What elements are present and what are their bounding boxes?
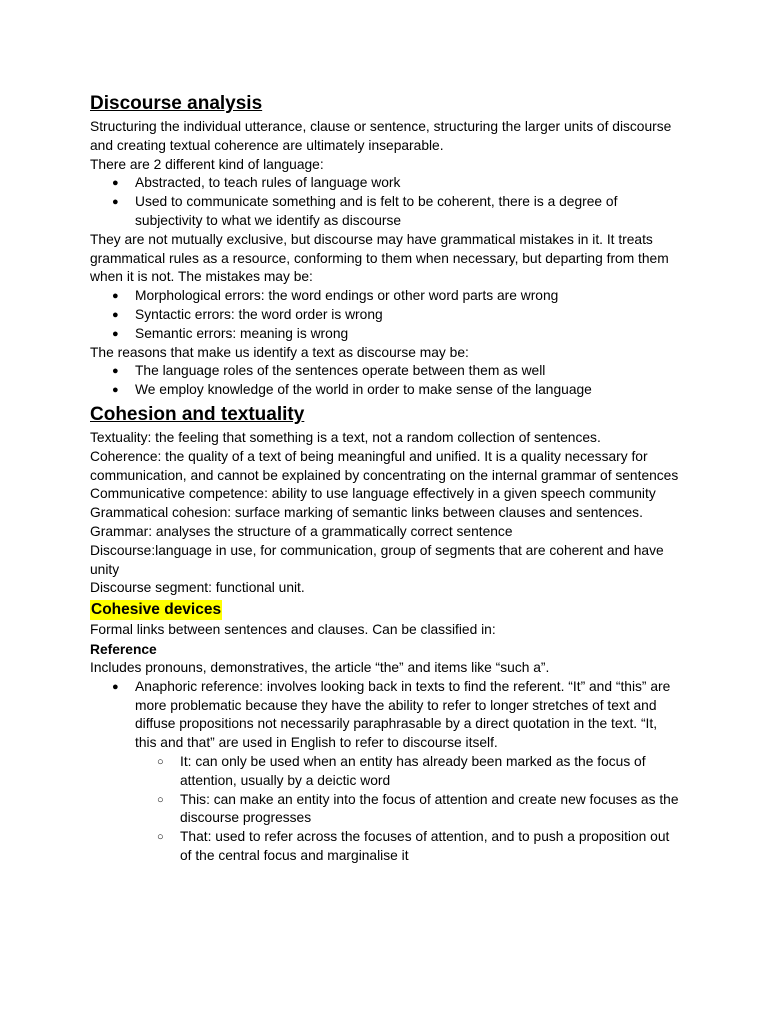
hollow-bullet-icon: ○ <box>157 755 164 768</box>
section-title-discourse-analysis: Discourse analysis <box>90 93 263 114</box>
list-item: ● The language roles of the sentences operate between them as well <box>90 362 680 381</box>
list-item: ● Morphological errors: the word endings or other word parts are wrong <box>90 287 680 306</box>
bullet-list <box>90 362 680 400</box>
list-item: ● Semantic errors: meaning is wrong <box>90 325 680 344</box>
bullet-list <box>90 678 680 866</box>
list-item: ● Syntactic errors: the word order is wrong <box>90 306 680 325</box>
paragraph: They are not mutually exclusive, but discourse may have grammatical mistakes in it. It treats grammatical rules as a resource, conforming to them when necessary, but departing from them when it is not. The mistakes may be: <box>90 231 669 285</box>
bullet-icon: ● <box>112 365 119 378</box>
bullet-icon: ● <box>112 680 119 693</box>
paragraph: There are 2 different kind of language: <box>90 156 324 172</box>
minor-heading-reference: Reference <box>90 641 157 657</box>
definition: Coherence: the quality of a text of being meaningful and unified. It is a quality necessary for communication, and cannot be explained by concentrating on the internal grammar of sentences <box>90 448 679 483</box>
bullet-icon: ● <box>112 384 119 397</box>
hollow-bullet-icon: ○ <box>157 831 164 844</box>
list-item: ● Abstracted, to teach rules of language work <box>90 174 680 193</box>
sub-list-item: ○ It: can only be used when an entity has already been marked as the focus of attention, usually by a deictic word <box>157 753 646 788</box>
sub-bullet-list <box>135 753 680 866</box>
subheading-cohesive-devices: Cohesive devices <box>91 601 222 619</box>
definition: Communicative competence: ability to use language effectively in a given speech community <box>90 486 656 502</box>
bullet-list <box>90 287 680 343</box>
bullet-icon: ● <box>112 327 119 340</box>
sub-list-item: ○ This: can make an entity into the focus of attention and create new focuses as the discourse progresses <box>157 791 679 826</box>
hollow-bullet-icon: ○ <box>157 793 164 806</box>
sub-list-item: ○ That: used to refer across the focuses of attention, and to push a proposition out of the central focus and marginalise it <box>157 829 670 863</box>
definition: Grammatical cohesion: surface marking of semantic links between clauses and sentences. <box>90 505 643 521</box>
paragraph: Structuring the individual utterance, clause or sentence, structuring the larger units of discourse and creating textual coherence are ultimately inseparable. <box>90 119 672 153</box>
bullet-list <box>90 174 680 230</box>
paragraph: The reasons that make us identify a text as discourse may be: <box>90 344 469 360</box>
list-item: ● Used to communicate something and is felt to be coherent, there is a degree of subjectivity to what we identify as discourse <box>112 194 618 228</box>
bullet-icon: ● <box>112 196 119 209</box>
definition: Grammar: analyses the structure of a grammatically correct sentence <box>90 523 513 539</box>
definition: Discourse segment: functional unit. <box>90 580 305 596</box>
bullet-icon: ● <box>112 308 119 321</box>
list-item: ● Anaphoric reference: involves looking back in texts to find the referent. “It” and “this” are more problematic because they have the ability to refer to longer stretches of text and diffuse propositions not necessarily paraphrasable by a direct quotation in the text. “It, this and that” are used in English to refer to discourse itself. ○ It: can only be used when an entity has already been marked as the focus of attention, usually by a deictic word ○ This: can make an entity into the focus of attention and create new focuses as the discourse progresses ○ That: used to refer across the focuses of attention, and to push a proposition out of the central focus and marginalise it <box>90 678 680 866</box>
definition: Discourse:language in use, for communication, group of segments that are coherent and have unity <box>90 542 664 577</box>
definition: Textuality: the feeling that something is a text, not a random collection of sentences. <box>90 429 601 445</box>
document-page <box>90 90 680 866</box>
paragraph: Includes pronouns, demonstratives, the article “the” and items like “such a”. <box>90 659 550 675</box>
bullet-icon: ● <box>112 290 119 303</box>
list-item: ● We employ knowledge of the world in order to make sense of the language <box>90 381 680 400</box>
bullet-icon: ● <box>112 177 119 190</box>
section-title-cohesion-and-textuality: Cohesion and textuality <box>90 403 305 425</box>
paragraph: Formal links between sentences and clauses. Can be classified in: <box>90 622 496 638</box>
